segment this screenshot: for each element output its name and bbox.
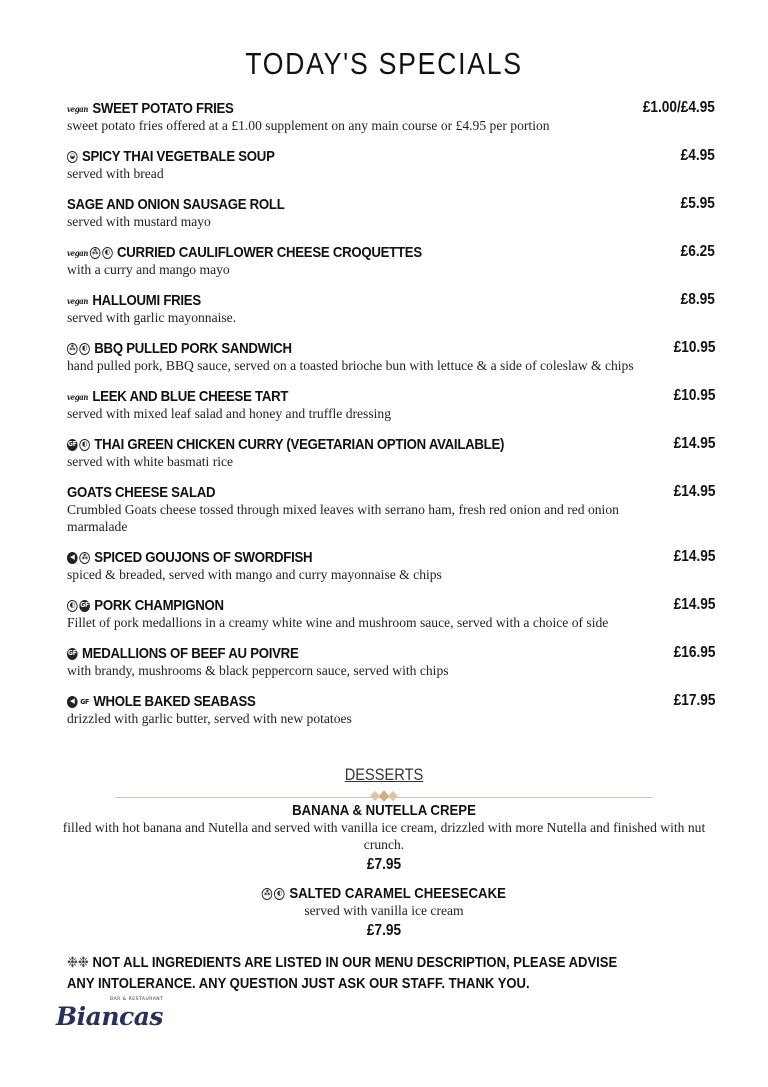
menu-item-header (67, 290, 715, 309)
gf-icon: GF (67, 439, 78, 451)
menu-item-price: £4.95 (680, 147, 715, 164)
fish-icon: ◀ (67, 696, 78, 708)
dessert-price: £7.95 (366, 856, 402, 873)
gf-icon: GF (67, 648, 78, 660)
menu-item-price: £16.95 (673, 644, 715, 661)
menu-item (67, 386, 715, 422)
logo-script: Biancas (56, 1002, 163, 1031)
dessert-item (60, 802, 708, 874)
dietary-icons (67, 392, 88, 402)
menu-item-description: served with garlic mayonnaise. (67, 310, 237, 325)
menu-item-name-text: SPICY THAI VEGETBALE SOUP (81, 148, 275, 165)
dietary-icons (67, 104, 88, 114)
dietary-icons (67, 343, 90, 355)
menu-item-name (67, 244, 422, 261)
menu-item-description: served with white basmati rice (67, 454, 234, 469)
milk-icon: ◐ (79, 343, 90, 355)
menu-item-price: £14.95 (673, 483, 715, 500)
menu-item-name-text: HALLOUMI FRIES (92, 292, 201, 309)
wheat-icon: ⁂ (90, 247, 101, 259)
dietary-icons (67, 151, 78, 163)
menu-item-name-text: LEEK AND BLUE CHEESE TART (92, 388, 289, 405)
menu-item-name (67, 100, 234, 117)
menu-item-name (67, 340, 292, 357)
menu-item (67, 482, 715, 535)
dessert-description: served with vanilla ice cream (304, 903, 464, 918)
menu-item-price: £5.95 (680, 195, 715, 212)
page-title: TODAY'S SPECIALS (245, 46, 523, 81)
menu-item-description: drizzled with garlic butter, served with new potatoes (67, 711, 352, 726)
desserts-heading: DESSERTS (344, 765, 424, 784)
menu-item-name-text: PORK CHAMPIGNON (94, 597, 224, 614)
menu-item-description: spiced & breaded, served with mango and curry mayonnaise & chips (67, 567, 442, 582)
menu-item-description: with a curry and mango mayo (67, 262, 230, 277)
menu-item-header (67, 643, 715, 662)
menu-item-name-text: CURRIED CAULIFLOWER CHEESE CROQUETTES (117, 244, 422, 261)
wheat-icon: ⁂ (262, 888, 273, 900)
dessert-price: £7.95 (366, 922, 402, 939)
menu-item-header (67, 194, 715, 213)
dietary-icons (67, 439, 90, 451)
menu-item-header (67, 98, 715, 117)
wheat-icon: ⁂ (79, 552, 90, 564)
milk-icon: ◐ (67, 600, 78, 612)
menu-item-name-text: BBQ PULLED PORK SANDWICH (94, 340, 292, 357)
dietary-icons (67, 296, 88, 306)
bowl-icon: ◒ (67, 151, 78, 163)
menu-item-header (67, 338, 715, 357)
menu-item (67, 547, 715, 583)
menu-item (67, 146, 715, 182)
menu-item (67, 691, 715, 727)
menu-item-description: sweet potato fries offered at a £1.00 supplement on any main course or £4.95 per portion (67, 118, 550, 133)
menu-item-name (67, 196, 285, 213)
menu-item-name-text: SWEET POTATO FRIES (92, 100, 234, 117)
menu-item (67, 595, 715, 631)
menu-item-header (67, 242, 715, 261)
vegan-icon: vegan (67, 295, 88, 306)
menu-item-header (67, 547, 715, 566)
menu-item-header (67, 146, 715, 165)
menu-item-name (67, 148, 275, 165)
dietary-icons (67, 247, 113, 259)
menu-item-price: £6.25 (680, 243, 715, 260)
dessert-name: ⁂ ◐ SALTED CARAMEL CHEESECAKE (99, 885, 669, 902)
menu-item-price: £1.00/£4.95 (642, 99, 715, 116)
vegan-icon: vegan (67, 247, 88, 258)
menu-item (67, 242, 715, 278)
menu-item-price: £8.95 (680, 291, 715, 308)
menu-item-name (67, 597, 224, 614)
menu-item (67, 290, 715, 326)
menu-item-description: with brandy, mushrooms & black peppercorn sauce, served with chips (67, 663, 449, 678)
milk-icon: ◐ (274, 888, 285, 900)
divider-ornament-icon (362, 789, 406, 803)
fish-icon: ◀ (67, 552, 78, 564)
dietary-icons (67, 552, 90, 564)
restaurant-logo (56, 996, 166, 1036)
menu-item-header (67, 482, 715, 501)
menu-item-price: £10.95 (673, 339, 715, 356)
asterisk-icon: ❉❉ (67, 955, 89, 971)
menu-item (67, 98, 715, 134)
dessert-item (60, 885, 708, 940)
menu-item (67, 434, 715, 470)
menu-item-name-text: WHOLE BAKED SEABASS (93, 693, 256, 710)
menu-item-header (67, 691, 715, 710)
milk-icon: ◐ (102, 247, 113, 259)
menu-item-description: served with mixed leaf salad and honey and truffle dressing (67, 406, 392, 421)
menu-item-description: served with mustard mayo (67, 214, 211, 229)
menu-item-description: hand pulled pork, BBQ sauce, served on a toasted brioche bun with lettuce & a side of coleslaw & chips (67, 358, 634, 373)
menu-item-name-text: SAGE AND ONION SAUSAGE ROLL (67, 196, 285, 213)
gf-text-icon: GF (80, 697, 89, 706)
logo-tagline: BAR & RESTAURANT (110, 997, 164, 1002)
menu-item-price: £14.95 (673, 596, 715, 613)
menu-item-header (67, 595, 715, 614)
menu-item-name-text: GOATS CHEESE SALAD (67, 484, 216, 501)
dietary-icons (262, 888, 285, 900)
dietary-icons (67, 600, 90, 612)
wheat-icon: ⁂ (67, 343, 78, 355)
menu-item-name-text: MEDALLIONS OF BEEF AU POIVRE (81, 645, 299, 662)
gf-icon: GF (79, 600, 90, 612)
allergen-note-text: NOT ALL INGREDIENTS ARE LISTED IN OUR MENU DESCRIPTION, PLEASE ADVISE ANY INTOLERANCE. ANY QUESTION JUST ASK OUR STAFF. THANK YOU. (67, 955, 618, 992)
menu-item-name-text: SPICED GOUJONS OF SWORDFISH (94, 549, 313, 566)
menu-item-header (67, 434, 715, 453)
menu-item-header (67, 386, 715, 405)
dessert-name: BANANA & NUTELLA CREPE (292, 802, 476, 819)
menu-item-name (67, 292, 201, 309)
menu-item-price: £14.95 (673, 548, 715, 565)
menu-item-name (67, 388, 288, 405)
menu-item-name (67, 549, 312, 566)
menu-item-name (67, 436, 504, 453)
menu-item (67, 194, 715, 230)
dessert-description: filled with hot banana and Nutella and served with vanilla ice cream, drizzled with more Nutella and finished with nut crunch. (62, 820, 706, 852)
dietary-icons (67, 696, 89, 708)
menu-item-description: Crumbled Goats cheese tossed through mixed leaves with serrano ham, fresh red onion and red onion marmalade (67, 502, 619, 534)
dietary-icons (67, 648, 78, 660)
vegan-icon: vegan (67, 103, 88, 114)
menu-item-name (67, 645, 298, 662)
allergen-note (67, 953, 643, 995)
menu-item-name-text: THAI GREEN CHICKEN CURRY (VEGETARIAN OPTION AVAILABLE) (94, 436, 505, 453)
menu-item-price: £10.95 (673, 387, 715, 404)
menu-item (67, 338, 715, 374)
specials-list (67, 98, 715, 739)
menu-item-name (67, 484, 215, 501)
menu-item-description: served with bread (67, 166, 164, 181)
milk-icon: ◐ (79, 439, 90, 451)
menu-item-name (67, 693, 256, 710)
menu-item-price: £14.95 (673, 435, 715, 452)
vegan-icon: vegan (67, 391, 88, 402)
menu-item-price: £17.95 (673, 692, 715, 709)
menu-item-description: Fillet of pork medallions in a creamy white wine and mushroom sauce, served with a choice of side (67, 615, 609, 630)
menu-item (67, 643, 715, 679)
